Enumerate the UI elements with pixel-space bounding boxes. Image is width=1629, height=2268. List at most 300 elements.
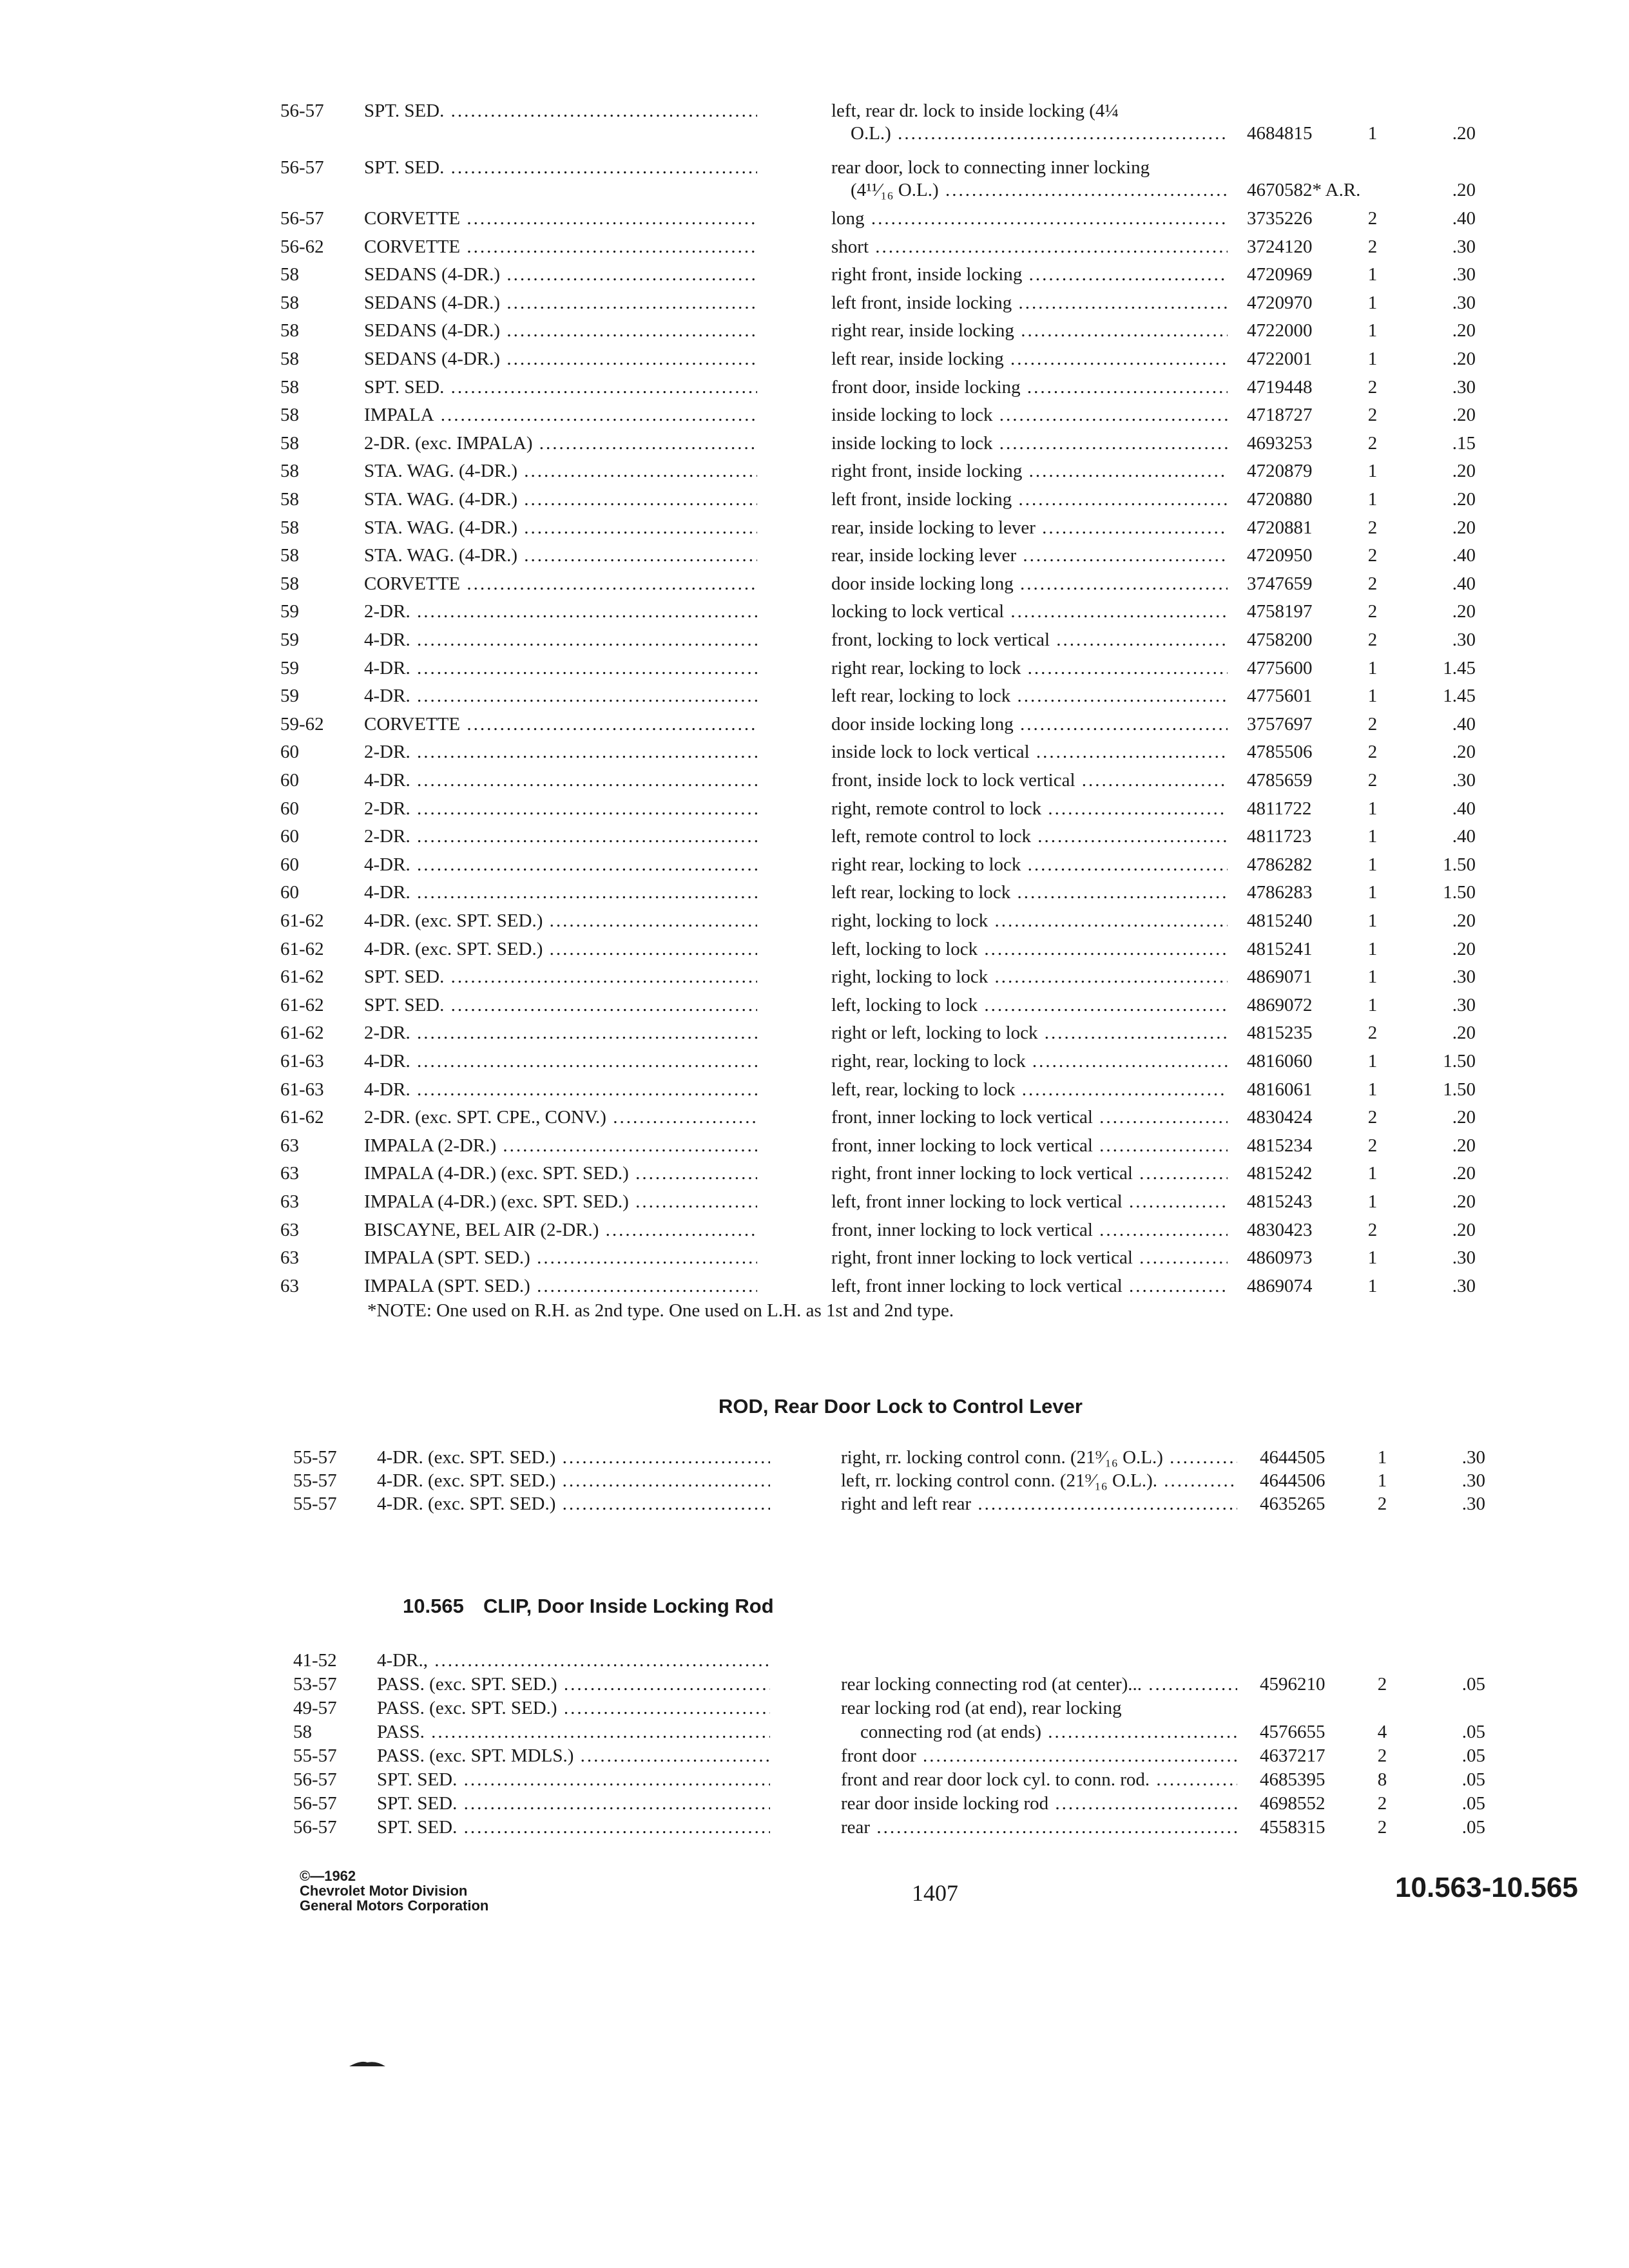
quantity: 1 <box>1367 349 1378 369</box>
part-number: 4670582* A.R. <box>1247 180 1361 200</box>
year: 63 <box>280 1163 299 1184</box>
quantity: 2 <box>1367 573 1378 594</box>
model: SPT. SED. ..... <box>377 1813 770 1841</box>
part-number: 4785506 <box>1247 742 1313 763</box>
quantity: 2 <box>1367 713 1378 735</box>
description: rear ..... <box>841 1813 1237 1841</box>
year: 63 <box>280 1135 299 1156</box>
year: 59-62 <box>280 713 324 735</box>
description: left, rear, locking to lock ..... <box>831 1075 1228 1104</box>
section-number: 10.565 <box>403 1595 464 1617</box>
part-number: 4815234 <box>1247 1135 1313 1156</box>
price: 1.45 <box>1443 686 1476 707</box>
part-number: 4815235 <box>1247 1023 1313 1044</box>
part-number: 3757697 <box>1247 713 1313 735</box>
model: 4-DR. (exc. SPT. SED.) ..... <box>364 907 757 935</box>
part-number: 4860973 <box>1247 1247 1313 1269</box>
model: PASS. (exc. SPT. SED.) ..... <box>377 1670 770 1698</box>
table-row <box>0 1075 1629 1104</box>
quantity: 1 <box>1367 966 1378 988</box>
model: 4-DR. ..... <box>364 850 757 879</box>
model: CORVETTE ..... <box>364 204 757 233</box>
footer-corporation: General Motors Corporation <box>300 1898 489 1914</box>
price: .40 <box>1452 798 1476 819</box>
part-number: 4685395 <box>1260 1769 1325 1790</box>
model: STA. WAG. (4-DR.) ..... <box>364 485 757 514</box>
price: .20 <box>1452 461 1476 482</box>
table-row <box>0 597 1629 626</box>
model: PASS. ..... <box>377 1718 770 1746</box>
table-row <box>0 654 1629 682</box>
price: .20 <box>1452 320 1476 341</box>
year: 58 <box>280 320 299 341</box>
quantity: 1 <box>1367 1247 1378 1269</box>
model: 4-DR. ..... <box>364 626 757 654</box>
description: rear locking connecting rod (at center)... ..... <box>841 1670 1237 1698</box>
part-number: 4775600 <box>1247 657 1313 678</box>
description: left, remote control to lock ..... <box>831 822 1228 850</box>
quantity: 1 <box>1367 123 1378 144</box>
year: 58 <box>280 489 299 510</box>
quantity: 1 <box>1367 461 1378 482</box>
table-row <box>0 1813 1629 1841</box>
model: IMPALA (4-DR.) (exc. SPT. SED.) ..... <box>364 1159 757 1187</box>
year: 58 <box>280 517 299 538</box>
part-number: 4869071 <box>1247 966 1313 988</box>
description: rear locking rod (at end), rear locking <box>841 1698 1122 1718</box>
part-number: 4815240 <box>1247 910 1313 931</box>
year: 63 <box>280 1191 299 1212</box>
price: 1.50 <box>1443 1051 1476 1072</box>
part-number: 4637217 <box>1260 1745 1325 1766</box>
price: .30 <box>1461 1470 1485 1491</box>
description: front door ..... <box>841 1742 1237 1770</box>
table-row <box>0 878 1629 907</box>
part-number: 4722001 <box>1247 349 1313 369</box>
model: 4-DR. (exc. SPT. SED.) ..... <box>377 1466 770 1495</box>
quantity: 2 <box>1367 236 1378 257</box>
model: CORVETTE ..... <box>364 233 757 261</box>
quantity: 1 <box>1367 938 1378 959</box>
part-number: 4635265 <box>1260 1494 1325 1514</box>
price: .40 <box>1452 713 1476 735</box>
part-number: 4684815 <box>1247 123 1313 144</box>
model: SPT. SED. ..... <box>377 1789 770 1818</box>
quantity: 2 <box>1377 1793 1387 1814</box>
part-number: 4815243 <box>1247 1191 1313 1212</box>
price: .20 <box>1452 938 1476 959</box>
section-heading: CLIP, Door Inside Locking Rod <box>483 1595 774 1617</box>
year: 59 <box>280 601 299 622</box>
model: 2-DR. ..... <box>364 597 757 626</box>
description: left, rr. locking control conn. (21⁹⁄₁₆ O.L.). ..... <box>841 1466 1237 1495</box>
model: 2-DR. ..... <box>364 1019 757 1047</box>
description: inside locking to lock ..... <box>831 401 1228 429</box>
year: 58 <box>280 405 299 426</box>
model: SPT. SED. ..... <box>364 991 757 1019</box>
quantity: 1 <box>1367 910 1378 931</box>
year: 61-62 <box>280 910 324 931</box>
year: 58 <box>280 573 299 594</box>
year: 56-62 <box>280 236 324 257</box>
part-number: 4718727 <box>1247 405 1313 426</box>
quantity: 2 <box>1367 405 1378 426</box>
part-number: 4830424 <box>1247 1107 1313 1128</box>
footer-copyright: ©—1962 <box>300 1868 356 1884</box>
table-row <box>0 176 1629 204</box>
description: right rear, locking to lock ..... <box>831 654 1228 682</box>
year: 58 <box>280 376 299 398</box>
description: rear, inside locking to lever ..... <box>831 514 1228 542</box>
description: right, front inner locking to lock vertical ..... <box>831 1244 1228 1272</box>
year: 63 <box>280 1247 299 1269</box>
price: .05 <box>1461 1769 1485 1790</box>
price: .30 <box>1452 292 1476 313</box>
year: 63 <box>280 1275 299 1296</box>
description: front, inner locking to lock vertical ..... <box>831 1131 1228 1160</box>
model: SEDANS (4-DR.) ..... <box>364 316 757 345</box>
table-row <box>0 1019 1629 1047</box>
section-range: 10.563-10.565 <box>1395 1872 1578 1903</box>
price: .20 <box>1452 123 1476 144</box>
model: PASS. (exc. SPT. SED.) ..... <box>377 1694 770 1722</box>
quantity: 1 <box>1367 1163 1378 1184</box>
quantity: 8 <box>1377 1769 1387 1790</box>
model: STA. WAG. (4-DR.) ..... <box>364 514 757 542</box>
description: left rear, locking to lock ..... <box>831 878 1228 907</box>
year: 58 <box>280 292 299 313</box>
part-number: 4720950 <box>1247 545 1313 566</box>
part-number: 4644505 <box>1260 1447 1325 1468</box>
part-number: 4786283 <box>1247 882 1313 903</box>
description-cont: O.L.) ..... <box>831 119 1228 148</box>
table-row <box>0 766 1629 794</box>
quantity: 2 <box>1367 376 1378 398</box>
table-row <box>0 1159 1629 1187</box>
description: right front, inside locking ..... <box>831 457 1228 485</box>
model: IMPALA (4-DR.) (exc. SPT. SED.) ..... <box>364 1187 757 1216</box>
year: 61-62 <box>280 966 324 988</box>
part-number: 3747659 <box>1247 573 1313 594</box>
year: 61-63 <box>280 1051 324 1072</box>
price: .05 <box>1461 1674 1485 1695</box>
description: left, front inner locking to lock vertical ..... <box>831 1272 1228 1300</box>
model: 4-DR. (exc. SPT. SED.) ..... <box>364 935 757 963</box>
part-number: 4785659 <box>1247 770 1313 791</box>
description-cont: (4¹¹⁄₁₆ O.L.) ..... <box>831 176 1228 204</box>
description: right or left, locking to lock ..... <box>831 1019 1228 1047</box>
price: .20 <box>1452 1219 1476 1240</box>
quantity: 2 <box>1367 517 1378 538</box>
year: 55-57 <box>293 1447 337 1468</box>
year: 55-57 <box>293 1745 337 1766</box>
price: .40 <box>1452 573 1476 594</box>
quantity: 4 <box>1377 1722 1387 1742</box>
section-heading: ROD, Rear Door Lock to Control Lever <box>718 1395 1083 1418</box>
price: .40 <box>1452 208 1476 229</box>
year: 56-57 <box>293 1769 337 1790</box>
description: right and left rear ..... <box>841 1490 1237 1518</box>
price: .40 <box>1452 545 1476 566</box>
quantity: 2 <box>1367 432 1378 454</box>
price: .20 <box>1452 489 1476 510</box>
year: 61-62 <box>280 994 324 1015</box>
quantity: 1 <box>1367 826 1378 847</box>
model: STA. WAG. (4-DR.) ..... <box>364 541 757 570</box>
year: 58 <box>280 461 299 482</box>
price: .20 <box>1452 1191 1476 1212</box>
table-row <box>0 541 1629 570</box>
year: 59 <box>280 686 299 707</box>
model: 4-DR. (exc. SPT. SED.) ..... <box>377 1443 770 1472</box>
description: rear door inside locking rod ..... <box>841 1789 1237 1818</box>
table-row <box>0 316 1629 345</box>
model: IMPALA (SPT. SED.) ..... <box>364 1272 757 1300</box>
price: .20 <box>1452 1135 1476 1156</box>
description: inside lock to lock vertical ..... <box>831 738 1228 766</box>
description: left, locking to lock ..... <box>831 991 1228 1019</box>
table-row <box>0 907 1629 935</box>
year: 60 <box>280 798 299 819</box>
description: rear, inside locking lever ..... <box>831 541 1228 570</box>
model: 2-DR. ..... <box>364 822 757 850</box>
table-row <box>0 1272 1629 1300</box>
year: 55-57 <box>293 1494 337 1514</box>
model: 2-DR. ..... <box>364 794 757 823</box>
price: .40 <box>1452 826 1476 847</box>
price: .30 <box>1452 264 1476 285</box>
quantity: 2 <box>1377 1745 1387 1766</box>
model: 2-DR. ..... <box>364 738 757 766</box>
year: 49-57 <box>293 1698 337 1718</box>
description: front, inside lock to lock vertical ..... <box>831 766 1228 794</box>
part-number: 4693253 <box>1247 432 1313 454</box>
year: 61-63 <box>280 1079 324 1100</box>
table-row <box>0 935 1629 963</box>
part-number: 4722000 <box>1247 320 1313 341</box>
model: 4-DR. ..... <box>364 1047 757 1075</box>
table-row <box>0 1490 1629 1518</box>
price: .30 <box>1452 994 1476 1015</box>
part-number: 4644506 <box>1260 1470 1325 1491</box>
year: 60 <box>280 882 299 903</box>
table-row <box>0 373 1629 401</box>
quantity: 2 <box>1367 601 1378 622</box>
quantity: 1 <box>1367 489 1378 510</box>
quantity: 2 <box>1367 1107 1378 1128</box>
price: .30 <box>1452 629 1476 650</box>
quantity: 1 <box>1377 1470 1387 1491</box>
model: 4-DR. ..... <box>364 1075 757 1104</box>
description: rear door, lock to connecting inner locking <box>831 157 1150 178</box>
price: .20 <box>1452 1023 1476 1044</box>
price: .20 <box>1452 742 1476 763</box>
quantity: 2 <box>1367 1219 1378 1240</box>
price: .30 <box>1452 1275 1476 1296</box>
price: 1.45 <box>1443 657 1476 678</box>
page-number: 1407 <box>912 1880 958 1906</box>
description: inside locking to lock ..... <box>831 429 1228 457</box>
quantity: 2 <box>1367 1135 1378 1156</box>
price: .30 <box>1461 1494 1485 1514</box>
quantity: 1 <box>1367 264 1378 285</box>
price: 1.50 <box>1443 1079 1476 1100</box>
price: .20 <box>1452 517 1476 538</box>
part-number: 4720969 <box>1247 264 1313 285</box>
description: left rear, locking to lock ..... <box>831 682 1228 710</box>
price: .20 <box>1452 349 1476 369</box>
year: 59 <box>280 629 299 650</box>
year: 56-57 <box>280 101 324 121</box>
description: front and rear door lock cyl. to conn. rod. ..... <box>841 1765 1237 1794</box>
quantity: 1 <box>1367 1275 1378 1296</box>
quantity: 1 <box>1367 657 1378 678</box>
description: left rear, inside locking ..... <box>831 345 1228 373</box>
price: .15 <box>1452 432 1476 454</box>
description: front door, inside locking ..... <box>831 373 1228 401</box>
quantity: 1 <box>1367 882 1378 903</box>
price: .20 <box>1452 601 1476 622</box>
part-number: 4786282 <box>1247 854 1313 875</box>
quantity: 1 <box>1367 1079 1378 1100</box>
model: 4-DR. ..... <box>364 766 757 794</box>
year: 56-57 <box>280 157 324 178</box>
model: SPT. SED. ..... <box>364 153 757 182</box>
part-number: 4815242 <box>1247 1163 1313 1184</box>
price: .30 <box>1461 1447 1485 1468</box>
description: short ..... <box>831 233 1228 261</box>
ink-smudge <box>348 2059 387 2069</box>
quantity: 2 <box>1367 545 1378 566</box>
model: IMPALA ..... <box>364 401 757 429</box>
part-number: 4811722 <box>1247 798 1312 819</box>
table-row <box>0 289 1629 317</box>
price: .20 <box>1452 910 1476 931</box>
table-row <box>0 963 1629 991</box>
part-number: 4720881 <box>1247 517 1313 538</box>
year: 61-62 <box>280 938 324 959</box>
price: .05 <box>1461 1722 1485 1742</box>
table-row <box>0 233 1629 261</box>
price: .20 <box>1452 405 1476 426</box>
part-number: 4720880 <box>1247 489 1313 510</box>
part-number: 4869074 <box>1247 1275 1313 1296</box>
table-row <box>0 570 1629 598</box>
model: 2-DR. (exc. IMPALA) ..... <box>364 429 757 457</box>
price: .30 <box>1452 1247 1476 1269</box>
model: 4-DR. ..... <box>364 878 757 907</box>
part-number: 4720879 <box>1247 461 1313 482</box>
description: door inside locking long ..... <box>831 570 1228 598</box>
table-row <box>0 1216 1629 1244</box>
table-row <box>0 429 1629 457</box>
description: front, inner locking to lock vertical ..... <box>831 1216 1228 1244</box>
price: .05 <box>1461 1817 1485 1838</box>
quantity: 1 <box>1367 320 1378 341</box>
part-number: 4758200 <box>1247 629 1313 650</box>
description: right, locking to lock ..... <box>831 907 1228 935</box>
table-row <box>0 345 1629 373</box>
year: 61-62 <box>280 1107 324 1128</box>
table-row <box>0 1187 1629 1216</box>
table-row <box>0 710 1629 738</box>
description: front, inner locking to lock vertical ..... <box>831 1103 1228 1131</box>
year: 60 <box>280 742 299 763</box>
footnote: *NOTE: One used on R.H. as 2nd type. One used on L.H. as 1st and 2nd type. <box>367 1300 954 1321</box>
price: .30 <box>1452 770 1476 791</box>
model: STA. WAG. (4-DR.) ..... <box>364 457 757 485</box>
year: 58 <box>280 432 299 454</box>
price: 1.50 <box>1443 882 1476 903</box>
description: right, rear, locking to lock ..... <box>831 1047 1228 1075</box>
year: 59 <box>280 657 299 678</box>
description: right, front inner locking to lock vertical ..... <box>831 1159 1228 1187</box>
model: CORVETTE ..... <box>364 570 757 598</box>
part-number: 4558315 <box>1260 1817 1325 1838</box>
part-number: 4815241 <box>1247 938 1313 959</box>
description: left, front inner locking to lock vertical ..... <box>831 1187 1228 1216</box>
price: .20 <box>1452 1107 1476 1128</box>
part-number: 3724120 <box>1247 236 1313 257</box>
table-row <box>0 822 1629 850</box>
table-row <box>0 119 1629 148</box>
table-row <box>0 204 1629 233</box>
part-number: 4596210 <box>1260 1674 1325 1695</box>
quantity: 2 <box>1377 1494 1387 1514</box>
model: 4-DR., ..... <box>377 1646 770 1675</box>
description: right rear, locking to lock ..... <box>831 850 1228 879</box>
table-row <box>0 401 1629 429</box>
year: 60 <box>280 826 299 847</box>
model: PASS. (exc. SPT. MDLS.) ..... <box>377 1742 770 1770</box>
year: 58 <box>280 349 299 369</box>
description: right front, inside locking ..... <box>831 260 1228 289</box>
description: left front, inside locking ..... <box>831 289 1228 317</box>
price: .20 <box>1452 180 1476 200</box>
description: right, remote control to lock ..... <box>831 794 1228 823</box>
model: 4-DR. (exc. SPT. SED.) ..... <box>377 1490 770 1518</box>
year: 55-57 <box>293 1470 337 1491</box>
quantity: 1 <box>1367 1191 1378 1212</box>
model: SPT. SED. ..... <box>364 963 757 991</box>
table-row <box>0 1244 1629 1272</box>
quantity: 2 <box>1367 1023 1378 1044</box>
description: door inside locking long ..... <box>831 710 1228 738</box>
model: SEDANS (4-DR.) ..... <box>364 260 757 289</box>
year: 63 <box>280 1219 299 1240</box>
price: .30 <box>1452 376 1476 398</box>
model: SEDANS (4-DR.) ..... <box>364 345 757 373</box>
part-number: 4811723 <box>1247 826 1312 847</box>
part-number: 4816060 <box>1247 1051 1313 1072</box>
year: 58 <box>293 1722 312 1742</box>
model: CORVETTE ..... <box>364 710 757 738</box>
price: .20 <box>1452 1163 1476 1184</box>
model: IMPALA (2-DR.) ..... <box>364 1131 757 1160</box>
part-number: 4719448 <box>1247 376 1313 398</box>
description: left, locking to lock ..... <box>831 935 1228 963</box>
quantity: 1 <box>1367 1051 1378 1072</box>
year: 53-57 <box>293 1674 337 1695</box>
description: connecting rod (at ends) ..... <box>841 1718 1237 1746</box>
table-row <box>0 485 1629 514</box>
table-row <box>0 850 1629 879</box>
year: 60 <box>280 770 299 791</box>
price: .05 <box>1461 1793 1485 1814</box>
price: .05 <box>1461 1745 1485 1766</box>
table-row <box>0 991 1629 1019</box>
year: 56-57 <box>280 208 324 229</box>
